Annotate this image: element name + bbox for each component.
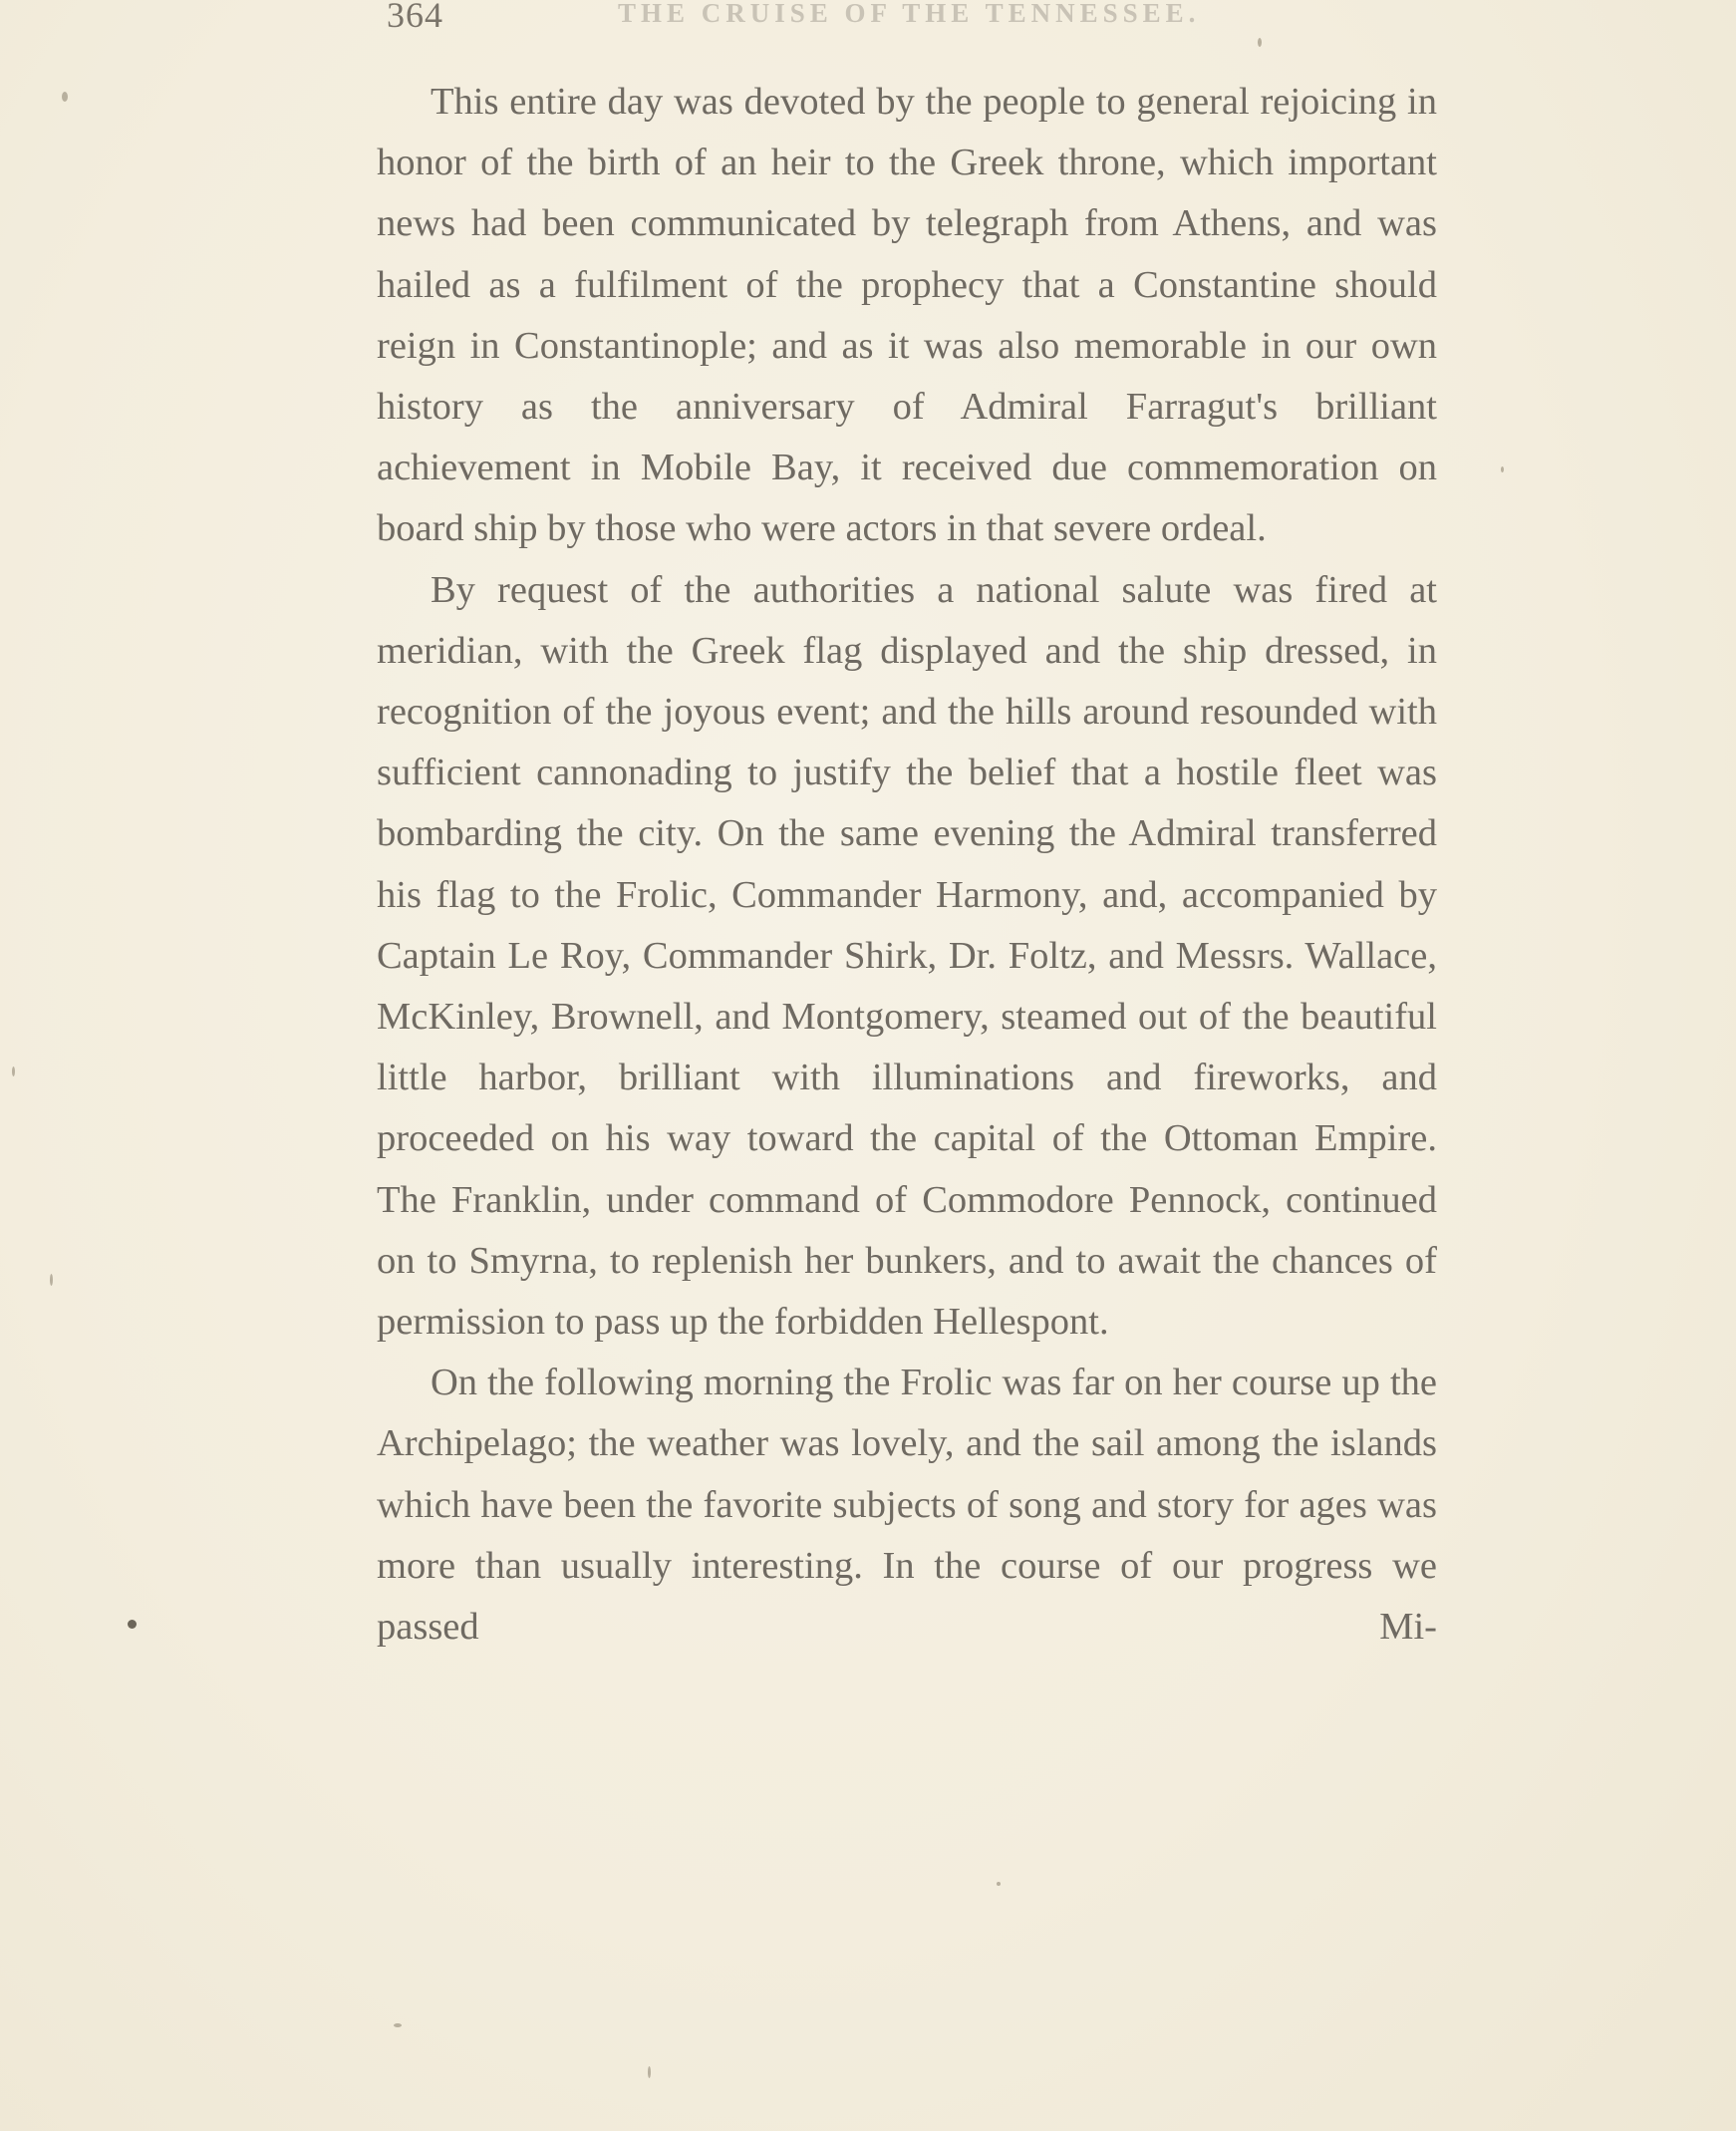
paragraph-1: This entire day was devoted by the people to general rejoicing in honor of the birth of an heir to the Greek throne, which important news had been communicated by telegraph from Athens, and was hailed as a fulfilment of the prophecy that a Constantine should reign in Constantinople; and as it was also memorable in our own history as the anniversary of Admiral Farragut's brilliant achievement in Mobile Bay, it received due commemoration on board ship by those who were actors in that severe ordeal.	[377, 81, 1437, 550]
paragraph-3: On the following morning the Frolic was far on her course up the Archipelago; the weather was lovely, and the sail among the islands which have been the favorite subjects of song and story for ages was more than usually interesting. In the course of our progress we passed Mi-	[377, 1362, 1437, 1649]
paragraph-2: By request of the authorities a national salute was fired at meridian, with the Greek flag displayed and the ship dressed, in recognition of the joyous event; and the hills around resounded with sufficient cannonading to justify the belief that a hostile fleet was bombarding the city. On the same evening the Admiral transferred his flag to the Frolic, Commander Harmony, and, accompanied by Captain Le Roy, Commander Shirk, Dr. Foltz, and Messrs. Wallace, McKinley, Brownell, and Montgomery, steamed out of the beautiful little harbor, brilliant with illuminations and fireworks, and proceeded on his way toward the capital of the Ottoman Empire. The Franklin, under command of Commodore Pennock, continued on to Smyrna, to replenish her bunkers, and to await the chances of permission to pass up the forbidden Hellespont.	[377, 568, 1437, 1344]
page-number: 364	[387, 0, 443, 35]
page-header	[387, 0, 1443, 38]
running-title: THE CRUISE OF THE TENNESSEE.	[618, 0, 1201, 28]
body-text	[377, 72, 1437, 1658]
